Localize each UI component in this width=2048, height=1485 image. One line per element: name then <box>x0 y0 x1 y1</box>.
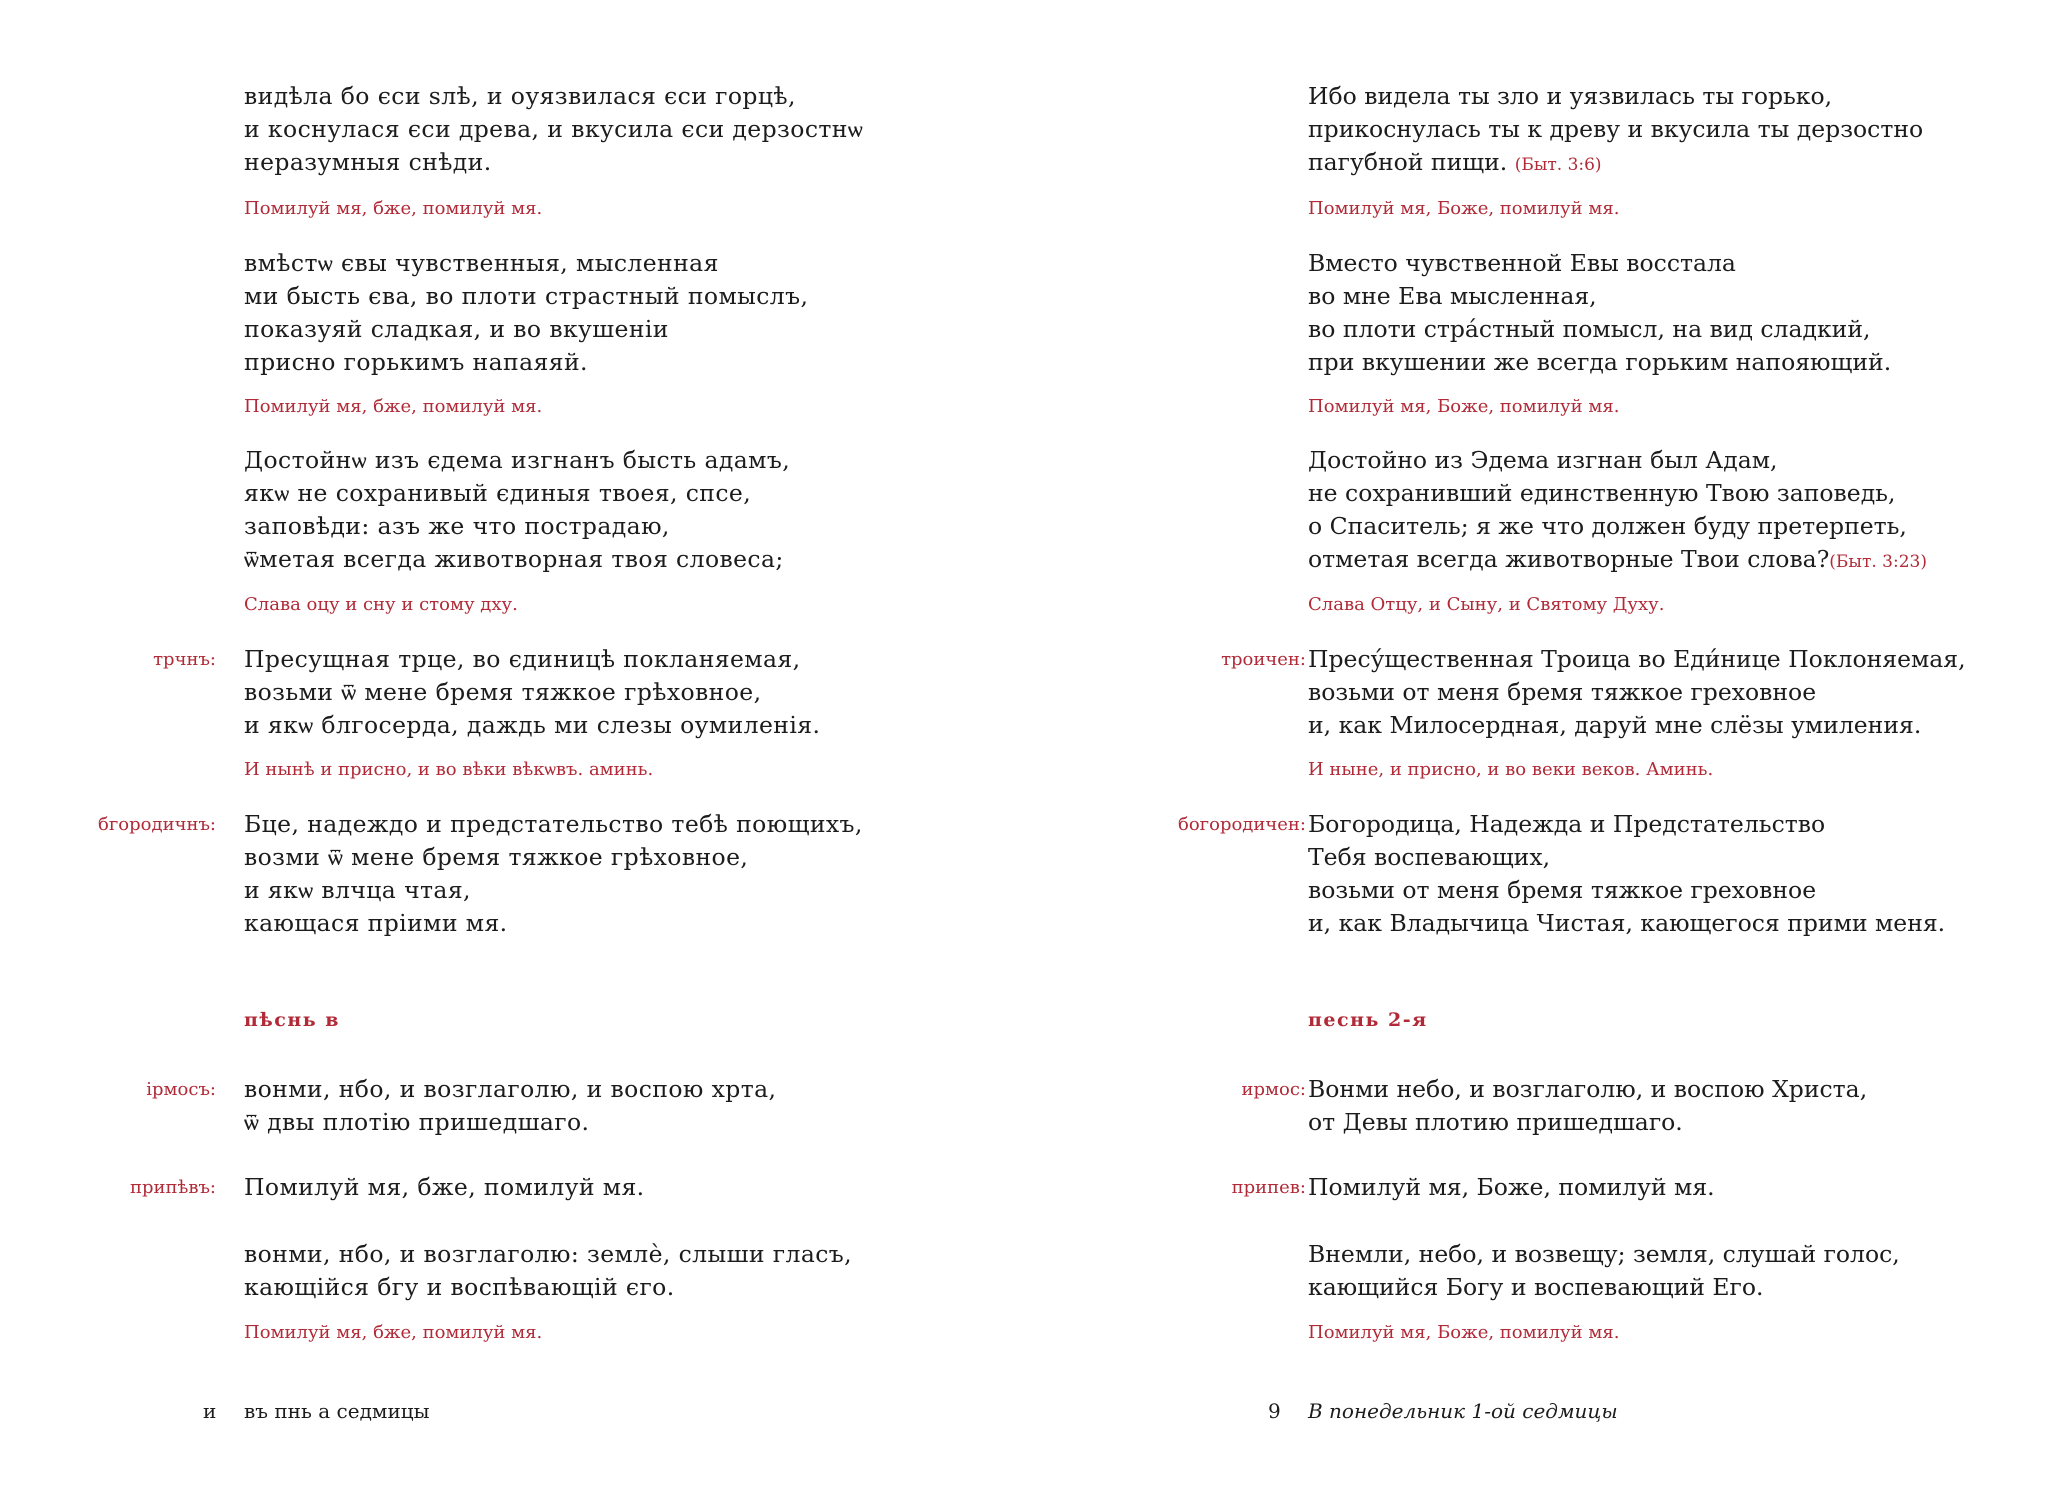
bogorodichen-label: богородичен: <box>1178 814 1306 835</box>
refrain: Помилуй мя, Боже, помилуй мя. <box>1308 198 1620 219</box>
running-header: В понедельник 1-ой седмицы <box>1308 1399 1618 1423</box>
scripture-reference: (Быт. 3:6) <box>1514 155 1602 175</box>
stanza-4-line: Внемли, небо, и возвещу; земля, слушай голос, <box>1308 1240 1900 1268</box>
stanza-2-line: во мне Ева мысленная, <box>1308 282 1597 310</box>
stanza-3-line: Достойнѡ изъ єдема изгнанъ бысть адамъ, <box>244 446 791 474</box>
stanza-1-line: и коснулася єси древа, и вкусила єси дерзостнѡ <box>244 115 864 143</box>
irmos-line: вонми, нбо, и возглаголю, и воспою хрта, <box>244 1075 777 1103</box>
troichen-line: возьми от меня бремя тяжкое греховное <box>1308 678 1817 706</box>
refrain: И нынѣ и присно, и во вѣки вѣкѡвъ. аминь. <box>244 759 654 780</box>
bogorodichen-line: и, как Владычица Чистая, кающегося прими меня. <box>1308 909 1946 937</box>
song-heading: песнь 2-я <box>1308 1009 1428 1031</box>
irmos-label: ірмосъ: <box>146 1079 216 1100</box>
refrain: Помилуй мя, Боже, помилуй мя. <box>1308 1322 1620 1343</box>
stanza-3-line <box>1308 543 1927 579</box>
bogorodichen-line: возми ѿ мене бремя тяжкое грѣховное, <box>244 843 749 871</box>
stanza-2-line: ми бысть єва, во плоти страстный помыслъ, <box>244 282 809 310</box>
stanza-3-line: якѡ не сохранивый єдиныя твоея, спсе, <box>244 479 752 507</box>
stanza-2-line: во плоти стра́стный помысл, на вид сладкий, <box>1308 315 1871 343</box>
stanza-2-line: показуяй сладкая, и во вкушеніи <box>244 315 669 343</box>
irmos-line: ѿ двы плотію пришедшаго. <box>244 1108 590 1136</box>
stanza-1-line: прикоснулась ты к древу и вкусила ты дерзостно <box>1308 115 1924 143</box>
stanza-1-line: видѣла бо єси ѕлѣ, и оуязвилася єси горцѣ, <box>244 82 796 110</box>
bogorodichen-label: бгородичнъ: <box>98 814 216 835</box>
troichen-line: возьми ѿ мене бремя тяжкое грѣховное, <box>244 678 762 706</box>
stanza-2-line: Вместо чувственной Евы восстала <box>1308 249 1736 277</box>
bogorodichen-line: и якѡ влчца чтая, <box>244 876 471 904</box>
troichen-line: Пресущная трце, во єдиницѣ покланяемая, <box>244 645 801 673</box>
stanza-3-line: ѿметая всегда животворная твоя словеса; <box>244 545 784 573</box>
bogorodichen-line: кающася пріими мя. <box>244 909 508 937</box>
stanza-text: пагубной пищи. <box>1308 148 1508 176</box>
stanza-4-line: кающійся бгу и воспѣвающій єго. <box>244 1273 675 1301</box>
page-number: и <box>203 1399 217 1423</box>
refrain: Помилуй мя, бже, помилуй мя. <box>244 396 543 417</box>
song-heading: пѣснь в <box>244 1009 340 1031</box>
stanza-4-line: кающийся Богу и воспевающий Его. <box>1308 1273 1764 1301</box>
stanza-3-line: не сохранивший единственную Твою заповедь, <box>1308 479 1896 507</box>
stanza-2-line: при вкушении же всегда горьким напояющий. <box>1308 348 1892 376</box>
stanza-4-line: вонми, нбо, и возглаголю: землѐ, слыши гласъ, <box>244 1240 853 1268</box>
refrain: Помилуй мя, бже, помилуй мя. <box>244 198 543 219</box>
troichen-label: троичен: <box>1221 649 1306 670</box>
troichen-label: трчнъ: <box>153 649 216 670</box>
troichen-line: Пресу́щественная Троица во Еди́нице Поклоняемая, <box>1308 645 1966 673</box>
stanza-3-line: о Спаситель; я же что должен буду претерпеть, <box>1308 512 1907 540</box>
irmos-line: от Девы плотию пришедшаго. <box>1308 1108 1683 1136</box>
troichen-line: и, как Милосердная, даруй мне слёзы умиления. <box>1308 711 1922 739</box>
bogorodichen-line: Богородица, Надежда и Предстательство <box>1308 810 1826 838</box>
stanza-1-line: Ибо видела ты зло и уязвилась ты горько, <box>1308 82 1833 110</box>
irmos-line: Вонми небо, и возглаголю, и воспою Христа, <box>1308 1075 1868 1103</box>
refrain: Помилуй мя, бже, помилуй мя. <box>244 1322 543 1343</box>
stanza-1-line <box>1308 146 1602 182</box>
pripev-text: Помилуй мя, Боже, помилуй мя. <box>1308 1173 1715 1201</box>
troichen-line: и якѡ блгосерда, даждь ми слезы оумиленія. <box>244 711 821 739</box>
refrain: Помилуй мя, Боже, помилуй мя. <box>1308 396 1620 417</box>
stanza-1-line: неразумныя снѣди. <box>244 148 492 176</box>
bogorodichen-line: Тебя воспевающих, <box>1308 843 1551 871</box>
pripev-label: припев: <box>1231 1177 1306 1198</box>
stanza-3-line: Достойно из Эдема изгнан был Адам, <box>1308 446 1778 474</box>
stanza-2-line: присно горькимъ напаяяй. <box>244 348 588 376</box>
doxology: Слава Отцу, и Сыну, и Святому Духу. <box>1308 594 1665 615</box>
pripev-label: припѣвъ: <box>129 1177 216 1198</box>
stanza-text: отметая всегда животворные Твои слова? <box>1308 545 1830 573</box>
bogorodichen-line: Бце, надеждо и предстательство тебѣ поющихъ, <box>244 810 863 838</box>
pripev-text: Помилуй мя, бже, помилуй мя. <box>244 1173 645 1201</box>
page-number: 9 <box>1268 1399 1281 1423</box>
running-header: въ пнь а седмицы <box>244 1399 430 1423</box>
refrain: И ныне, и присно, и во веки веков. Аминь. <box>1308 759 1714 780</box>
stanza-3-line: заповѣди: азъ же что пострадаю, <box>244 512 670 540</box>
irmos-label: ирмос: <box>1241 1079 1306 1100</box>
scripture-reference: (Быт. 3:23) <box>1829 552 1927 572</box>
stanza-2-line: вмѣстѡ євы чувственныя, мысленная <box>244 249 719 277</box>
bogorodichen-line: возьми от меня бремя тяжкое греховное <box>1308 876 1817 904</box>
right-page-russian <box>1024 0 2048 1485</box>
doxology: Слава оцу и сну и стому дху. <box>244 594 518 615</box>
